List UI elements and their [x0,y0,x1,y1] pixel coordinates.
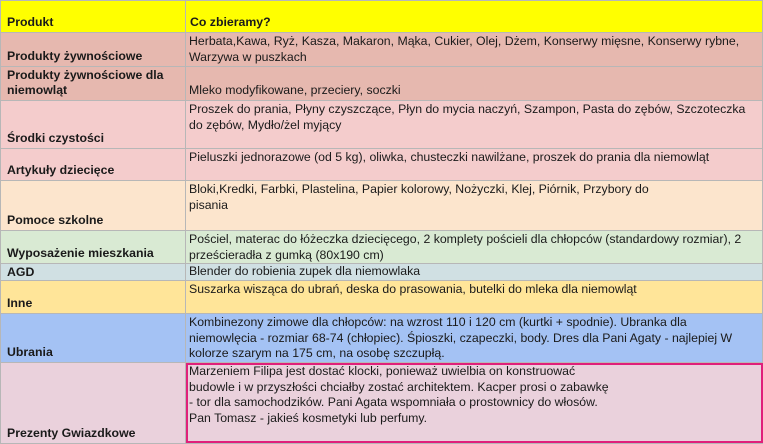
table-row [0,314,763,363]
items-cell[interactable] [186,281,763,314]
category-cell[interactable] [0,264,186,281]
category-cell[interactable] [0,101,186,149]
category-cell[interactable] [0,67,186,101]
category-label: Wyposażenie mieszkania [7,246,154,260]
category-label: Środki czystości [7,131,105,145]
category-cell[interactable] [0,314,186,363]
category-cell[interactable] [0,33,186,67]
items-text: Proszek do prania, Płyny czyszczące, Płyn do mycia naczyń, Szampon, Pasta do zębów, Szczoteczka do zębów, Mydło/żel myjący [189,102,746,132]
items-text: Pościel, materac do łóżeczka dziecięcego, 2 komplety pościeli dla chłopców (standardowy rozmiar), 2 prześcieradła z gumką (80x190 cm) [189,232,742,262]
table-row [0,149,763,181]
items-text: Blender do robienia zupek dla niemowlaka [189,264,421,278]
category-cell[interactable] [0,231,186,264]
items-text: Herbata,Kawa, Ryż, Kasza, Makaron, Mąka, Cukier, Olej, Dżem, Konserwy mięsne, Konserwy rybne, Warzywa w puszkach [189,34,740,64]
header-label-co-zbieramy: Co zbieramy? [190,14,271,29]
items-cell-selected[interactable] [186,363,763,444]
table-row [0,101,763,149]
header-row [0,0,763,33]
items-text: Mleko modyfikowane, przeciery, soczki [189,82,401,97]
table-row [0,67,763,101]
table-row [0,231,763,264]
items-text: Suszarka wisząca do ubrań, deska do prasowania, butelki do mleka dla niemowląt [189,282,637,296]
items-cell[interactable] [186,149,763,181]
category-cell[interactable] [0,281,186,314]
category-label: Produkty żywnościowe [7,49,143,63]
items-text: Kombinezony zimowe dla chłopców: na wzrost 110 i 120 cm (kurtki + spodnie). Ubranka dla niemowlęcia - rozmiar 68-74 (chłopiec). Śpioszki, czapeczki, body. Dres dla Pani Agaty - najlepiej W kolorze szarym na 175 cm, na osobę szczupłą. [189,315,733,360]
category-cell[interactable] [0,149,186,181]
table-row [0,363,763,444]
category-label: Ubrania [7,345,53,359]
table-row [0,264,763,281]
items-text: Bloki,Kredki, Farbki, Plastelina, Papier kolorowy, Nożyczki, Klej, Piórnik, Przybory do pisania [189,182,649,212]
table-row [0,281,763,314]
items-text: Marzeniem Filipa jest dostać klocki, ponieważ uwielbia on konstruować budowle i w przyszłości chciałby zostać architektem. Kacper prosi o zabawkę - tor dla samochodzików. Pani Agata wspomniała o prostownicy do włosów. Pan Tomasz - jakieś kosmetyki lub perfumy. [189,364,609,425]
items-cell[interactable] [186,314,763,363]
category-label: Prezenty Gwiazdkowe [7,426,136,440]
items-cell[interactable] [186,181,763,231]
items-text: Pieluszki jednorazowe (od 5 kg), oliwka, chusteczki nawilżane, proszek do prania dla niemowląt [189,150,710,164]
category-cell[interactable] [0,363,186,444]
category-cell[interactable] [0,181,186,231]
items-cell[interactable] [186,101,763,149]
table-row [0,181,763,231]
header-label-produkt: Produkt [7,15,54,29]
items-cell[interactable] [186,33,763,67]
category-label: Produkty żywnościowe dla niemowląt [7,68,164,97]
category-label: AGD [7,265,35,279]
category-label: Pomoce szkolne [7,213,104,227]
category-label: Inne [7,296,33,310]
header-cell-produkt[interactable] [0,0,186,33]
table-row [0,33,763,67]
items-cell[interactable] [186,231,763,264]
header-cell-co-zbieramy[interactable] [186,0,763,33]
category-label: Artykuły dziecięce [7,163,115,177]
items-cell[interactable] [186,67,763,101]
items-cell[interactable] [186,264,763,281]
